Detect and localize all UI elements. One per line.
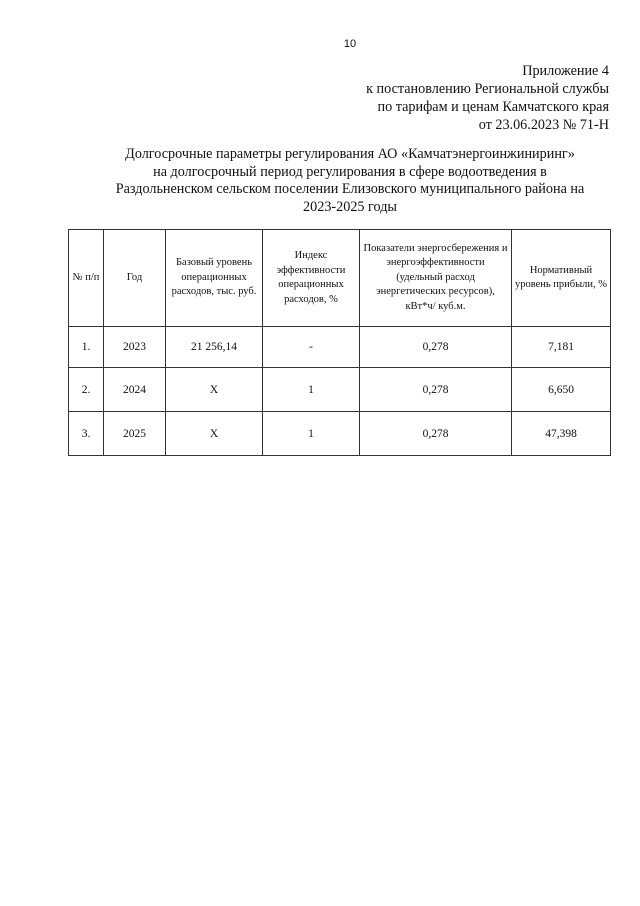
page-number: 10	[343, 38, 357, 50]
cell-base-opex: Х	[166, 368, 263, 412]
cell-energy-indicator: 0,278	[360, 327, 512, 368]
title-line: Долгосрочные параметры регулирования АО «Камчатэнергоинжиниринг»	[125, 146, 575, 162]
document-title	[60, 146, 640, 216]
appendix-date-number: от 23.06.2023 № 71-Н	[478, 117, 609, 133]
appendix-line: к постановлению Региональной службы	[366, 81, 609, 97]
header-year: Год	[104, 230, 166, 327]
cell-year: 2024	[104, 368, 166, 412]
cell-number: 2.	[69, 368, 104, 412]
cell-energy-indicator: 0,278	[360, 368, 512, 412]
cell-energy-indicator: 0,278	[360, 412, 512, 456]
cell-year: 2025	[104, 412, 166, 456]
table-row	[69, 327, 611, 368]
table-row	[69, 412, 611, 456]
table-header-row	[69, 230, 611, 327]
appendix-line: Приложение 4	[522, 63, 609, 79]
cell-efficiency-index: -	[263, 327, 360, 368]
table-row	[69, 368, 611, 412]
title-line: Раздольненском сельском поселении Елизовского муниципального района на	[115, 181, 585, 197]
appendix-reference	[366, 62, 609, 134]
cell-profit-level: 7,181	[512, 327, 611, 368]
cell-base-opex: 21 256,14	[166, 327, 263, 368]
header-energy-indicators: Показатели энергосбережения и энергоэффективности (удельный расход энергетических ресурсов), кВт*ч/ куб.м.	[360, 230, 512, 327]
title-line: на долгосрочный период регулирования в сфере водоотведения в	[153, 163, 547, 180]
cell-profit-level: 6,650	[512, 368, 611, 412]
appendix-line: по тарифам и ценам Камчатского края	[377, 99, 609, 115]
header-base-opex: Базовый уровень операционных расходов, тыс. руб.	[166, 230, 263, 327]
cell-profit-level: 47,398	[512, 412, 611, 456]
cell-number: 1.	[69, 327, 104, 368]
parameters-table	[68, 229, 611, 456]
cell-base-opex: Х	[166, 412, 263, 456]
title-line: 2023-2025 годы	[303, 198, 397, 215]
cell-efficiency-index: 1	[263, 368, 360, 412]
header-efficiency-index: Индекс эффективности операционных расходов, %	[263, 230, 360, 327]
cell-efficiency-index: 1	[263, 412, 360, 456]
header-number: № п/п	[69, 230, 104, 327]
header-profit-level: Нормативный уровень прибыли, %	[512, 230, 611, 327]
cell-number: 3.	[69, 412, 104, 456]
cell-year: 2023	[104, 327, 166, 368]
